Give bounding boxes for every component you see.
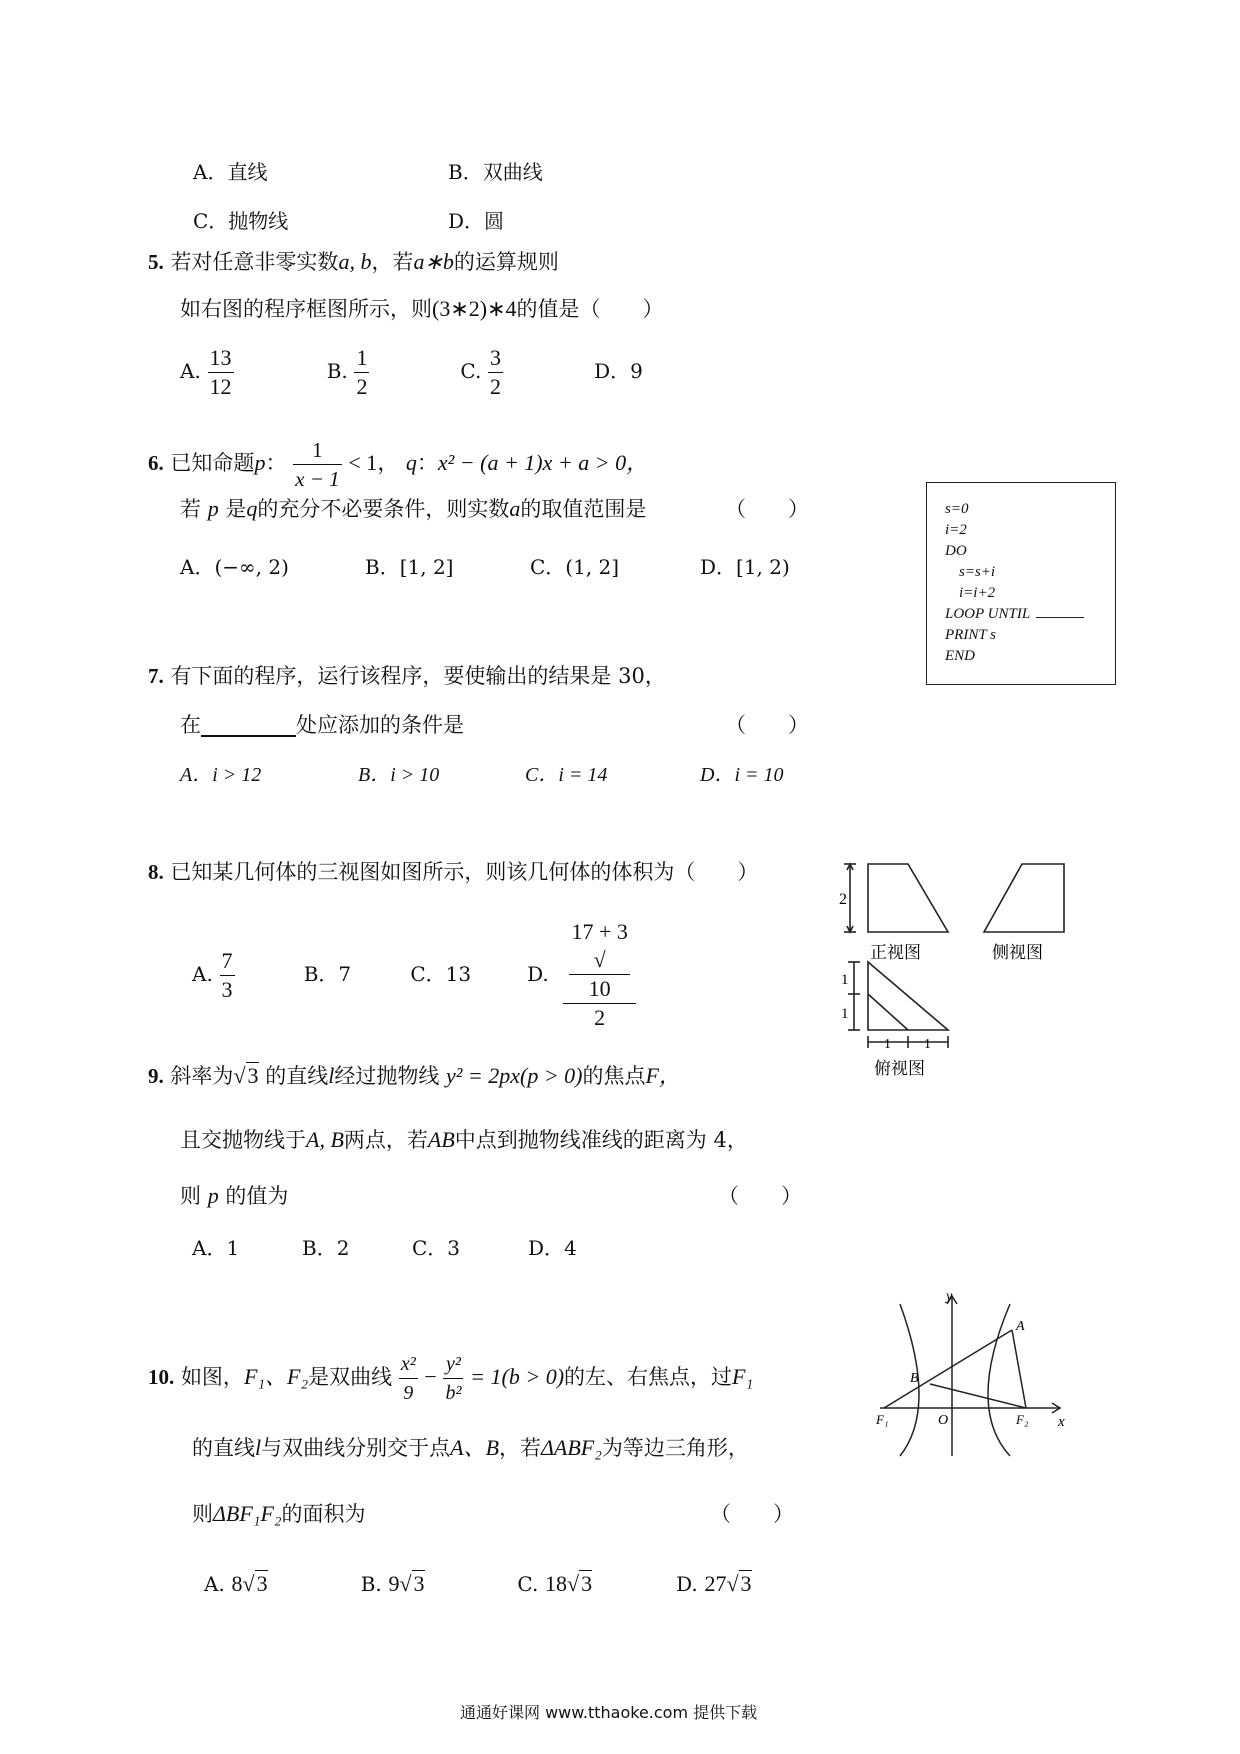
question-9-line-2: 且交抛物线于A, B两点，若AB中点到抛物线准线的距离为 4，	[180, 1127, 748, 1152]
program-line: PRINT s	[945, 627, 996, 643]
fraction: $\frac{13}{12}$	[209, 345, 232, 399]
point-a-label: A	[1016, 1319, 1025, 1334]
line-l	[884, 1330, 1012, 1408]
front-view-label: 正视图	[870, 943, 921, 962]
fraction: $\frac{1}{x - 1}$	[295, 438, 340, 491]
program-line: s=0	[945, 501, 969, 517]
option-d: D．9	[594, 359, 643, 383]
q6-option-d: D．[1, 2)	[700, 555, 790, 579]
option-a: A. $\frac{13}{12}$	[180, 345, 232, 399]
fraction: $\frac{7}{3}$	[221, 947, 233, 1002]
question-7-line-2: 在 处应添加的条件是	[180, 713, 464, 737]
question-10-line-2: 的直线l与双曲线分别交于点A、B，若ΔABF₂为等边三角形，	[192, 1435, 749, 1460]
question-number: 5.	[148, 250, 164, 274]
page-footer: 通通好课网 www.tthaoke.com 提供下载	[460, 1703, 758, 1722]
q6-option-a: A．(−∞, 2)	[180, 555, 289, 579]
f2-label: F₂	[1016, 1412, 1029, 1427]
question-5-options	[180, 344, 643, 401]
q7-option-b: B．i > 10	[358, 764, 440, 786]
question-8-options	[192, 918, 636, 1032]
question-10-line-1: 10. 如图，F₁、F₂是双曲线 $\frac{\text{x²}}{9}$ − $\frac{\text{y²}}{\text{b²}}$ = 1(b > 0)的左、右焦点，过F₁	[148, 1350, 753, 1407]
question-9-line-3: 则 p 的值为	[180, 1183, 289, 1208]
dim-label-1: 1	[841, 972, 849, 988]
q9-option-c: C．3	[412, 1236, 461, 1260]
question-number: 7.	[148, 664, 164, 688]
q9-option-d: D．4	[528, 1236, 577, 1260]
question-10-answer-paren: （ ）	[710, 1502, 794, 1526]
program-line: s=s+i	[959, 564, 996, 580]
option-c: C. $\frac{3}{2}$	[460, 345, 502, 399]
dim-label-1: 1	[884, 1037, 891, 1052]
question-number: 9.	[148, 1064, 164, 1088]
question-number: 8.	[148, 860, 164, 884]
dim-label-2: 2	[839, 891, 847, 908]
side-view-label: 侧视图	[992, 943, 1043, 962]
q7-option-d: D．i = 10	[700, 764, 784, 786]
question-10-options	[204, 1572, 752, 1596]
fraction: $\frac{3}{2}$	[490, 345, 502, 399]
program-box	[926, 482, 1116, 685]
hyperbola-graph	[870, 1290, 1070, 1460]
question-5-line-2: 如右图的程序框图所示，则(3∗2)∗4的值是（ ）	[180, 296, 664, 321]
q9-option-a: A．1	[192, 1236, 240, 1260]
question-5-line-1: 5. 若对任意非零实数a, b，若a∗b的运算规则	[148, 249, 559, 274]
dim-label-1: 1	[841, 1006, 849, 1022]
option-b: B．7	[303, 961, 352, 986]
q7-option-a: A．i > 12	[180, 764, 262, 786]
question-number: 6.	[148, 451, 164, 475]
program-line: i=2	[945, 522, 967, 538]
q9-option-b: B．2	[302, 1236, 350, 1260]
q4-option-d: D．圆	[448, 209, 505, 233]
option-a: A. $\frac{7}{3}$	[192, 947, 233, 1002]
side-view-shape	[984, 864, 1064, 932]
q4-option-a: A．直线	[193, 160, 268, 184]
option-c: C. 18√3	[517, 1571, 593, 1596]
option-d: D. 17 + 3 √ 10 2	[527, 962, 636, 986]
fraction: 17 + 3 √ 10 2	[563, 918, 635, 1032]
program-line: END	[945, 648, 975, 664]
program-line: i=i+2	[959, 585, 996, 601]
option-c: C．13	[410, 961, 472, 986]
question-number: 10.	[148, 1365, 175, 1389]
question-6-answer-paren: （ ）	[725, 497, 809, 521]
question-8-line-1: 8. 已知某几何体的三视图如图所示，则该几何体的体积为（ ）	[148, 860, 759, 884]
fraction: $\frac{1}{2}$	[356, 345, 368, 399]
origin-label: O	[938, 1413, 949, 1428]
dim-label-1: 1	[924, 1037, 931, 1052]
q6-option-c: C．(1, 2]	[530, 555, 620, 579]
hyperbola-right-branch	[988, 1304, 1010, 1456]
option-b: B. $\frac{1}{2}$	[326, 345, 368, 399]
f1-label: F₁	[876, 1412, 889, 1427]
q4-option-c: C．抛物线	[193, 209, 289, 233]
q4-option-b: B．双曲线	[448, 160, 543, 184]
point-b-label: B	[910, 1371, 919, 1386]
front-view-shape	[868, 864, 948, 932]
x-axis-label: x	[1058, 1414, 1065, 1430]
y-axis-label: y	[946, 1289, 953, 1304]
option-d: D. 27√3	[676, 1571, 752, 1596]
question-7-answer-paren: （ ）	[725, 713, 809, 737]
question-6-line-1: 6. 已知命题p： $\frac{1}{x - 1}$ < 1， q：x² − (a + 1)x + a > 0，	[148, 438, 649, 491]
q6-option-b: B．[1, 2]	[365, 555, 454, 579]
q7-option-c: C．i = 14	[525, 764, 608, 786]
top-view-outer	[868, 962, 948, 1030]
fraction: $\frac{\text{x²}}{9}$	[399, 1350, 418, 1407]
option-a: A. 8√3	[204, 1571, 268, 1596]
program-line: DO	[945, 543, 967, 559]
fraction: $\frac{\text{y²}}{\text{b²}}$	[443, 1350, 463, 1407]
question-9-line-1: 9. 斜率为√3 的直线l经过抛物线 y² = 2px(p > 0)的焦点F，	[148, 1063, 681, 1088]
question-10-line-3: 则ΔBF₁F₂的面积为	[192, 1501, 366, 1526]
option-b: B. 9√3	[360, 1571, 425, 1596]
question-7-line-1: 7. 有下面的程序，运行该程序，要使输出的结果是 30，	[148, 664, 666, 688]
question-6-line-2: 若 p 是q的充分不必要条件，则实数a的取值范围是	[180, 496, 647, 521]
top-view-label: 俯视图	[874, 1059, 925, 1078]
three-view-diagram	[840, 858, 1080, 1080]
question-9-answer-paren: （ ）	[718, 1184, 802, 1208]
fill-blank	[201, 715, 296, 737]
program-line-until: LOOP UNTIL	[945, 604, 1115, 625]
